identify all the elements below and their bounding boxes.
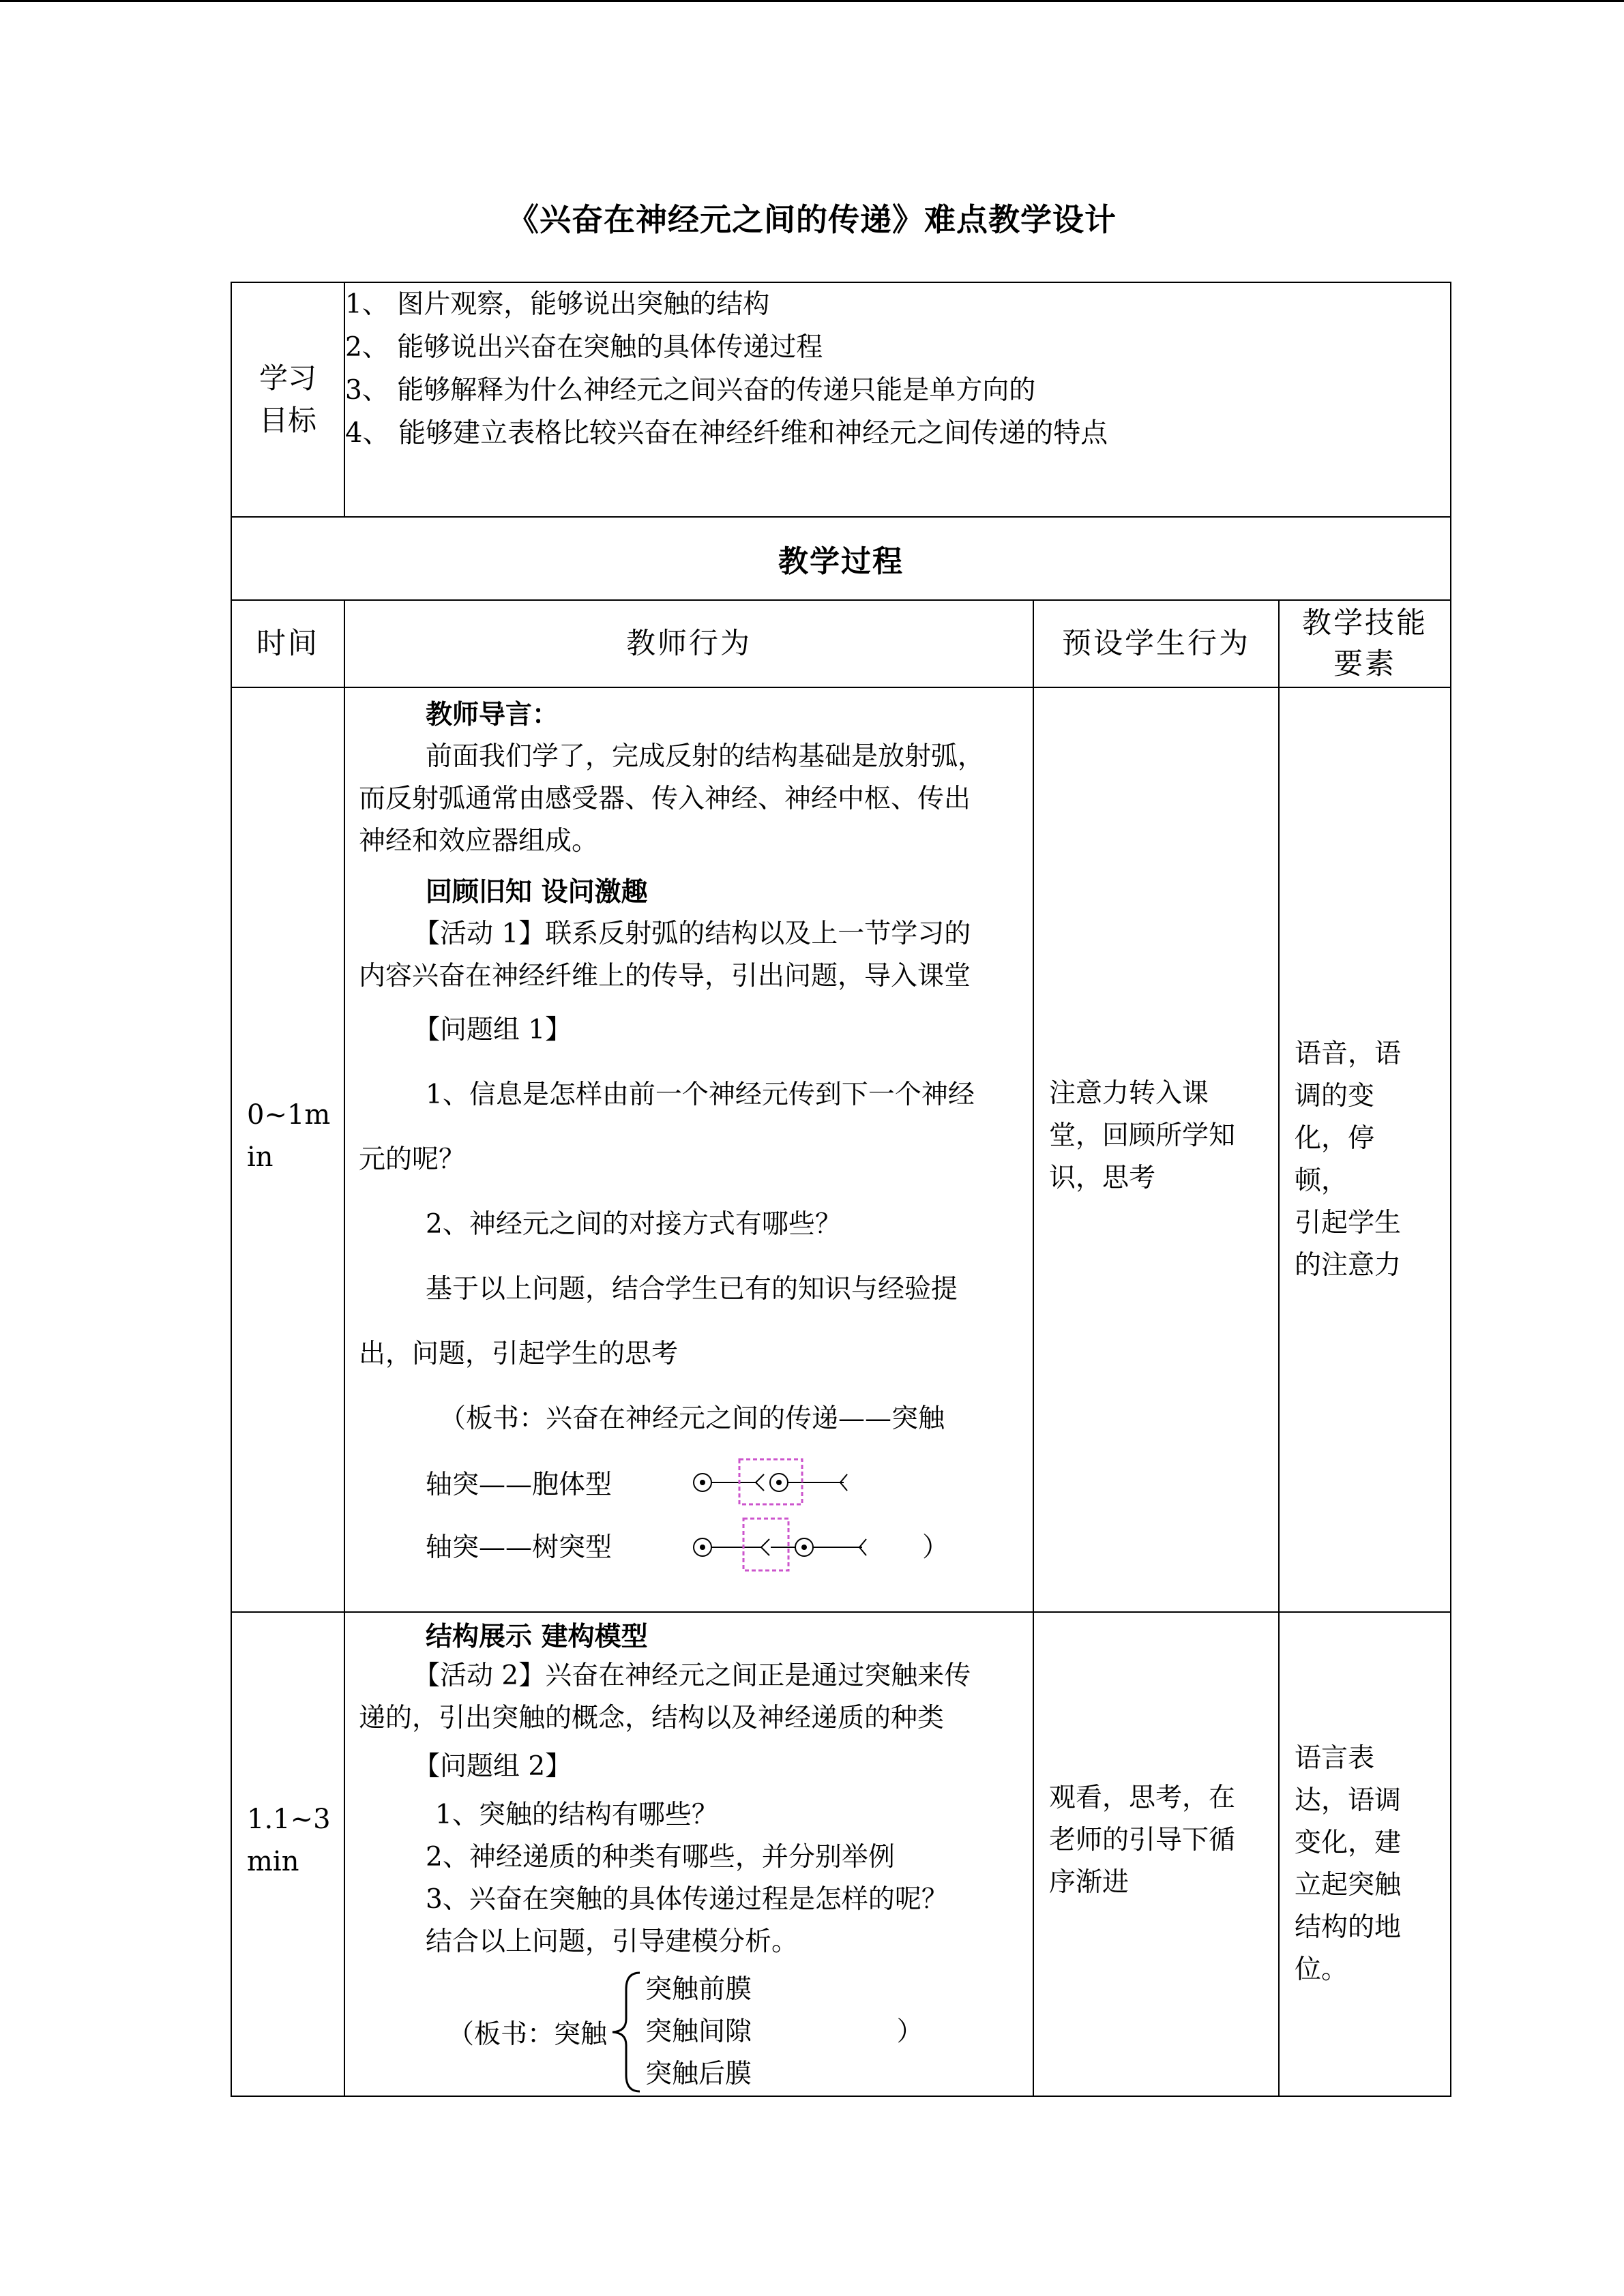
- goals-content-cell: [344, 282, 1451, 517]
- skill-line: 语言表: [1295, 1743, 1375, 1774]
- top-border-line: [0, 0, 1624, 2]
- goal-item: 3、 能够解释为什么神经元之间兴奋的传递只能是单方向的: [345, 375, 1036, 406]
- activity-2-line: 【活动 2】兴奋在神经元之间正是通过突触来传: [413, 1660, 971, 1691]
- stage-2-time-line1: 1.1~3: [247, 1804, 331, 1835]
- process-title-row: [231, 517, 1451, 600]
- question-group-2-label: 【问题组 2】: [413, 1751, 572, 1782]
- stage-1-time-line2: in: [247, 1142, 274, 1173]
- header-skill-line2: 要素: [1333, 647, 1396, 681]
- axon-dendrite-synapse-diagram: [683, 1515, 888, 1576]
- stage-2-student-cell: [1033, 1612, 1279, 2096]
- intro-line: 神经和效应器组成。: [359, 826, 599, 856]
- axon-dendrite-row: [359, 1514, 1023, 1577]
- basis-line: 基于以上问题，结合学生已有的知识与经验提: [426, 1274, 958, 1304]
- synapse-part: 突触前膜: [645, 1974, 752, 2005]
- activity-2-line: 递的，引出突触的概念，结构以及神经递质的种类: [359, 1703, 945, 1733]
- intro-line: 前面我们学了，完成反射的结构基础是放射弧，: [426, 741, 985, 772]
- lesson-plan-table: [231, 282, 1451, 2097]
- stage-1-skill-cell: [1279, 687, 1451, 1612]
- activity-1-line: 【活动 1】联系反射弧的结构以及上一节学习的: [413, 919, 971, 949]
- stage-2-time-line2: min: [247, 1846, 299, 1877]
- header-student: 预设学生行为: [1033, 600, 1279, 687]
- goal-item: 2、 能够说出兴奋在突触的具体传递过程: [345, 332, 823, 363]
- student-line: 观看，思考，在: [1049, 1783, 1236, 1813]
- question-line: 3、兴奋在突触的具体传递过程是怎样的呢？: [426, 1884, 948, 1915]
- intro-line: 而反射弧通常由感受器、传入神经、神经中枢、传出: [359, 784, 971, 814]
- synapse-part: [645, 2011, 923, 2053]
- stage-row-1: [231, 687, 1451, 1612]
- question-line: 2、神经递质的种类有哪些，并分别举例: [426, 1842, 895, 1873]
- stage-2-teacher-cell: [344, 1612, 1033, 2096]
- stage-1-time-line1: 0~1m: [247, 1099, 331, 1131]
- student-line: 识，思考: [1049, 1163, 1156, 1193]
- question-1-line: 元的呢？: [359, 1144, 466, 1175]
- stage-1-student-cell: [1033, 687, 1279, 1612]
- axon-dendrite-label: 轴突——树突型: [426, 1532, 612, 1563]
- structure-heading: 结构展示 建构模型: [426, 1621, 648, 1652]
- goals-label-cell: [231, 282, 344, 517]
- process-title: 教学过程: [231, 517, 1451, 600]
- header-row: [231, 600, 1451, 687]
- axon-soma-synapse-diagram: [683, 1455, 868, 1510]
- skill-line: 调的变: [1295, 1081, 1375, 1112]
- synapse-part: 突触后膜: [645, 2059, 752, 2089]
- goal-item: 1、 图片观察，能够说出突触的结构: [345, 289, 770, 320]
- question-2: 2、神经元之间的对接方式有哪些？: [426, 1209, 842, 1240]
- stage-row-2: [231, 1612, 1451, 2096]
- question-1-line: 1、信息是怎样由前一个神经元传到下一个神经: [426, 1079, 975, 1110]
- basis-line: 出，问题，引起学生的思考: [359, 1339, 679, 1369]
- review-heading: 回顾旧知 设问激趣: [426, 876, 648, 908]
- student-line: 序渐进: [1049, 1867, 1130, 1898]
- skill-line: 顿，: [1295, 1165, 1348, 1196]
- skill-line: 结构的地: [1295, 1912, 1402, 1943]
- student-line: 注意力转入课: [1049, 1078, 1209, 1109]
- goals-label-line2: 目标: [259, 404, 316, 437]
- stage-2-skill-cell: [1279, 1612, 1451, 2096]
- skill-line: 语音，语: [1295, 1039, 1402, 1069]
- header-time: 时间: [231, 600, 344, 687]
- left-brace-icon: [607, 1969, 645, 2096]
- stage-1-teacher-cell: [344, 687, 1033, 1612]
- axon-soma-label: 轴突——胞体型: [426, 1470, 612, 1500]
- document-title: 《兴奋在神经元之间的传递》难点教学设计: [507, 201, 1117, 238]
- board-synapse-label: （板书：突触: [447, 2019, 608, 2050]
- synapse-parts-list: [645, 1969, 923, 2096]
- skill-line: 的注意力: [1295, 1250, 1402, 1281]
- header-skill-line1: 教学技能: [1302, 606, 1428, 640]
- activity-1-line: 内容兴奋在神经纤维上的传导，引出问题，导入课堂: [359, 961, 971, 992]
- stage-1-time: [231, 687, 344, 1612]
- goals-label-line1: 学习: [259, 361, 316, 395]
- goal-item: 4、 能够建立表格比较兴奋在神经纤维和神经元之间传递的特点: [345, 417, 1108, 449]
- student-line: 老师的引导下循: [1049, 1825, 1236, 1855]
- axon-soma-row: [359, 1451, 1023, 1514]
- skill-line: 达，语调: [1295, 1785, 1402, 1816]
- board-note-close: ）: [922, 1532, 949, 1563]
- guide-line: 结合以上问题，引导建模分析。: [426, 1926, 799, 1957]
- stage-2-time: [231, 1612, 344, 2096]
- board-note-line: （板书：兴奋在神经元之间的传递——突触: [439, 1403, 945, 1434]
- skill-line: 立起突触: [1295, 1870, 1402, 1900]
- synapse-part-label: 突触间隙: [645, 2016, 752, 2047]
- skill-line: 化，停: [1295, 1123, 1375, 1154]
- intro-heading: 教师导言：: [426, 699, 559, 730]
- board-synapse-close: ）: [896, 2016, 924, 2047]
- header-skill: [1279, 600, 1451, 687]
- question-group-1-label: 【问题组 1】: [413, 1015, 572, 1045]
- skill-line: 位。: [1295, 1954, 1348, 1985]
- goals-row: [231, 282, 1451, 517]
- synapse-structure-board: [359, 1969, 1023, 2096]
- question-line: 1、突触的结构有哪些？: [435, 1800, 718, 1830]
- skill-line: 变化，建: [1295, 1828, 1402, 1858]
- header-teacher: 教师行为: [344, 600, 1033, 687]
- student-line: 堂，回顾所学知: [1049, 1120, 1236, 1151]
- skill-line: 引起学生: [1295, 1208, 1402, 1238]
